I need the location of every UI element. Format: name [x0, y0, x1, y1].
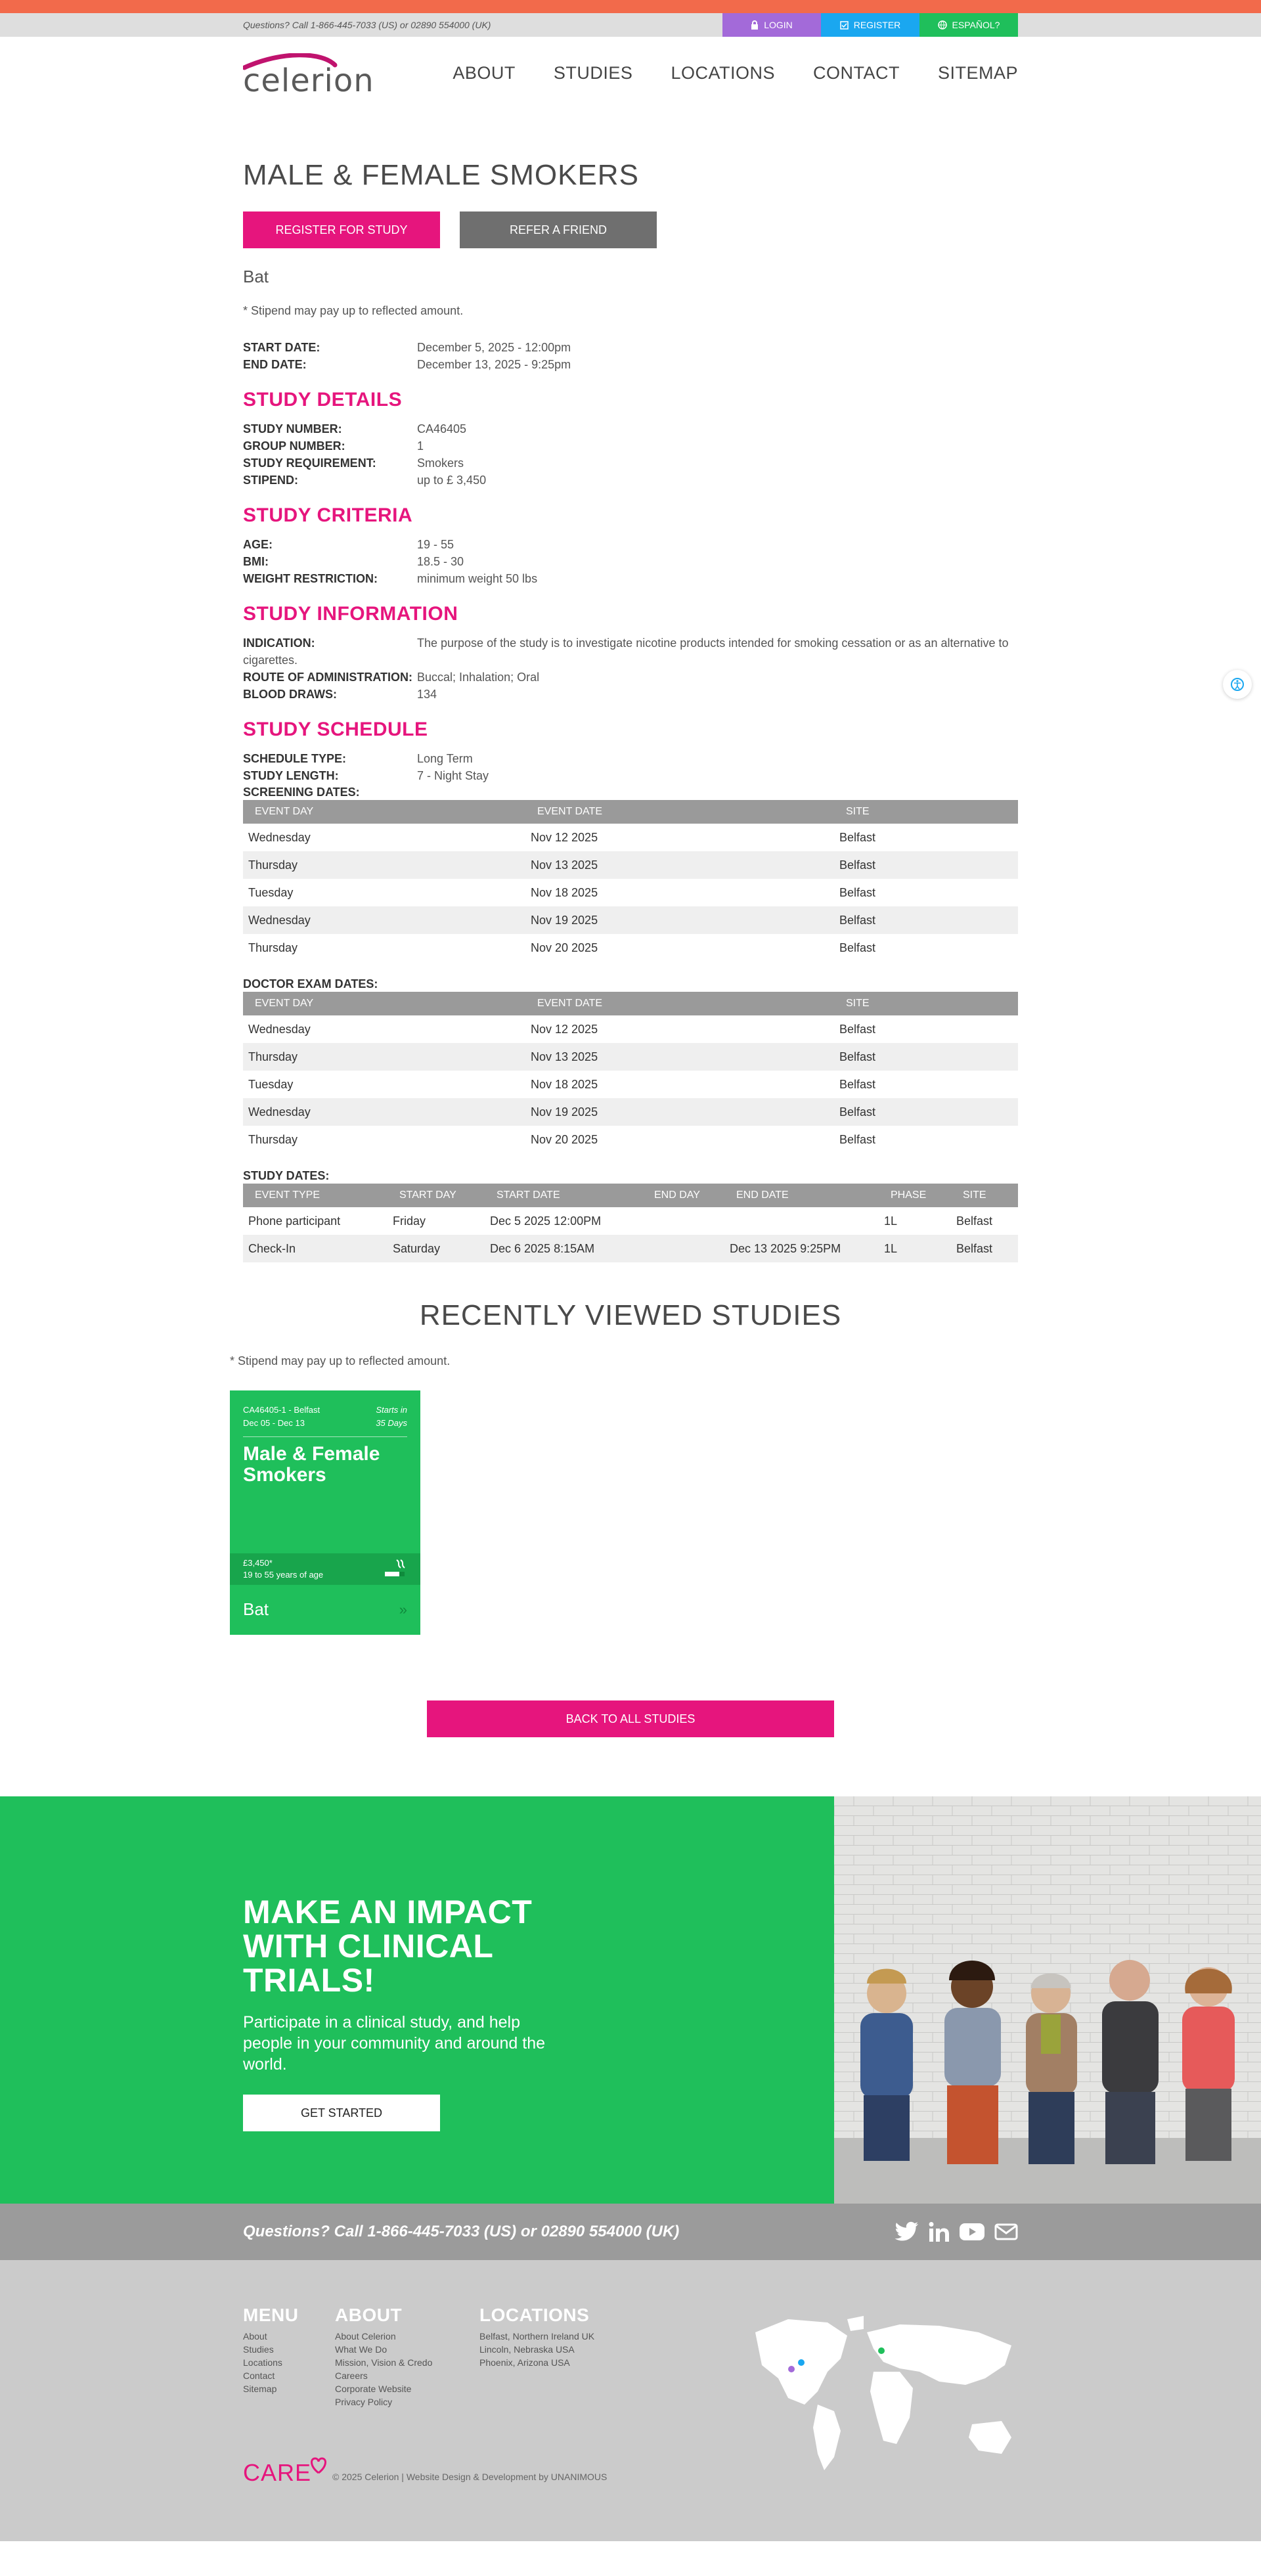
- study-criteria-list: [243, 536, 1018, 587]
- site-header: [0, 37, 1261, 109]
- study-card[interactable]: [230, 1390, 420, 1635]
- table-header: EVENT DATE: [525, 992, 834, 1015]
- copyright-text: © 2025 Celerion | Website Design & Development by UNANIMOUS: [332, 2472, 608, 2482]
- table-header: SITE: [834, 800, 1018, 824]
- footer-link[interactable]: Studies: [243, 2344, 274, 2355]
- card-study-code: CA46405-1 - Belfast: [243, 1405, 321, 1415]
- criteria-value: 19 - 55: [417, 538, 454, 551]
- twitter-icon[interactable]: [895, 2221, 919, 2242]
- screening-dates-table: [243, 800, 1018, 962]
- detail-label: STUDY REQUIREMENT:: [243, 456, 376, 470]
- table-row: Wednesday Nov 19 2025 Belfast: [243, 906, 1018, 934]
- card-starts-in-label: Starts in: [376, 1405, 407, 1415]
- login-button[interactable]: LOGIN: [722, 13, 821, 37]
- double-chevron-right-icon: »: [399, 1601, 407, 1618]
- espanol-button[interactable]: ESPAÑOL?: [919, 13, 1018, 37]
- footer-link[interactable]: About Celerion: [335, 2331, 396, 2342]
- register-button[interactable]: REGISTER: [821, 13, 919, 37]
- questions-text: Questions? Call 1-866-445-7033 (US) or 02890 554000 (UK): [243, 2223, 680, 2240]
- people-photo: [834, 1796, 1261, 2204]
- indication: [243, 634, 1018, 669]
- celerion-logo[interactable]: celerion: [243, 53, 395, 93]
- page-title: MALE & FEMALE SMOKERS: [243, 159, 639, 191]
- table-header: EVENT DAY: [243, 800, 525, 824]
- info-value: 134: [417, 688, 437, 701]
- world-map: [742, 2306, 1031, 2483]
- stipend-note: * Stipend may pay up to reflected amount.: [243, 304, 464, 317]
- criteria-label: AGE:: [243, 538, 273, 551]
- banner-text: Participate in a clinical study, and help people in your community and around the world.: [243, 2013, 546, 2074]
- lock-icon: [751, 20, 759, 30]
- table-row: Thursday Nov 20 2025 Belfast: [248, 941, 876, 954]
- card-dates: Dec 05 - Dec 13: [243, 1418, 305, 1428]
- recently-viewed-section: [230, 1299, 1018, 1635]
- table-header: SITE: [951, 1184, 1018, 1207]
- nav-contact[interactable]: CONTACT: [812, 62, 900, 83]
- table-row: Wednesday Nov 12 2025 Belfast: [248, 830, 876, 844]
- schedule-label: STUDY LENGTH:: [243, 769, 339, 782]
- globe-icon: [938, 20, 947, 30]
- study-schedule-heading: STUDY SCHEDULE: [243, 719, 428, 740]
- footer-link[interactable]: Corporate Website: [335, 2384, 412, 2394]
- top-accent-strip: [0, 0, 1261, 13]
- criteria-label: BMI:: [243, 555, 269, 568]
- study-details-heading: STUDY DETAILS: [243, 389, 403, 411]
- nav-studies[interactable]: STUDIES: [553, 62, 633, 83]
- start-date-label: START DATE:: [243, 341, 321, 354]
- card-stipend-strip: [230, 1553, 420, 1585]
- table-header: START DAY: [387, 1184, 485, 1207]
- checkbox-icon: [840, 21, 849, 30]
- table-header: EVENT DAY: [243, 992, 525, 1015]
- card-stipend: £3,450*: [243, 1558, 273, 1568]
- info-value: Buccal; Inhalation; Oral: [417, 671, 540, 684]
- nav-locations[interactable]: LOCATIONS: [671, 62, 775, 83]
- study-location: Bat: [243, 267, 269, 286]
- recently-viewed-title: RECENTLY VIEWED STUDIES: [419, 1299, 842, 1331]
- care-logo: CARE: [243, 2459, 312, 2486]
- top-phone-text: Questions? Call 1-866-445-7033 (US) or 02890 554000 (UK): [243, 20, 491, 30]
- footer-link[interactable]: Belfast, Northern Ireland UK: [479, 2331, 595, 2342]
- criteria-value: 18.5 - 30: [417, 555, 464, 568]
- back-to-all-studies-button[interactable]: BACK TO ALL STUDIES: [427, 1700, 834, 1737]
- questions-bar: [0, 2204, 1261, 2260]
- footer-link[interactable]: Mission, Vision & Credo: [335, 2357, 433, 2368]
- table-row: Thursday Nov 13 2025 Belfast: [243, 851, 1018, 879]
- detail-label: GROUP NUMBER:: [243, 439, 345, 453]
- indication-label: INDICATION:: [243, 636, 315, 650]
- card-location: Bat: [243, 1599, 269, 1619]
- footer-link[interactable]: Privacy Policy: [335, 2397, 393, 2407]
- footer-link[interactable]: Careers: [335, 2370, 368, 2381]
- youtube-icon[interactable]: [959, 2221, 985, 2242]
- table-row: Tuesday Nov 18 2025 Belfast: [248, 885, 876, 899]
- schedule-label: SCHEDULE TYPE:: [243, 752, 347, 765]
- recent-stipend-note: * Stipend may pay up to reflected amount.: [230, 1354, 451, 1367]
- card-title: Male & Female Smokers: [243, 1443, 380, 1486]
- study-details-list: [243, 420, 1018, 489]
- study-dates-summary: [243, 339, 1018, 373]
- doctor-exam-dates-table: [243, 992, 1018, 1153]
- study-schedule-list: [243, 750, 1018, 784]
- footer-link[interactable]: Lincoln, Nebraska USA: [479, 2344, 575, 2355]
- table-header: EVENT TYPE: [243, 1184, 387, 1207]
- site-footer: [0, 2260, 1261, 2541]
- detail-value: 1: [417, 439, 424, 453]
- schedule-value: Long Term: [417, 752, 473, 765]
- schedule-value: 7 - Night Stay: [417, 769, 489, 782]
- nav-sitemap[interactable]: SITEMAP: [937, 62, 1018, 83]
- nav-about[interactable]: ABOUT: [453, 62, 516, 83]
- table-header: PHASE: [879, 1184, 951, 1207]
- card-age: 19 to 55 years of age: [243, 1570, 324, 1580]
- footer-locations-heading: LOCATIONS: [479, 2305, 590, 2325]
- start-date-value: December 5, 2025 - 12:00pm: [417, 341, 571, 354]
- study-dates-table: [243, 1184, 1018, 1262]
- refer-a-friend-button[interactable]: REFER A FRIEND: [460, 211, 657, 248]
- footer-link[interactable]: About: [243, 2331, 267, 2342]
- footer-about: [335, 2305, 479, 2409]
- heart-logo-icon: [309, 2454, 328, 2476]
- end-date-value: December 13, 2025 - 9:25pm: [417, 358, 571, 371]
- cigarette-icon: [382, 1559, 409, 1581]
- table-row: Wednesday Nov 12 2025 Belfast: [248, 1022, 876, 1036]
- detail-value: CA46405: [417, 422, 467, 435]
- detail-value: Smokers: [417, 456, 464, 470]
- footer-link[interactable]: Locations: [243, 2357, 282, 2368]
- footer-link[interactable]: Sitemap: [243, 2384, 277, 2394]
- footer-menu: [243, 2305, 335, 2409]
- footer-menu-heading: MENU: [243, 2305, 299, 2325]
- info-label: ROUTE OF ADMINISTRATION:: [243, 671, 412, 684]
- table-row: Thursday Nov 20 2025 Belfast: [248, 1132, 876, 1146]
- register-for-study-button[interactable]: REGISTER FOR STUDY: [243, 211, 440, 248]
- detail-label: STIPEND:: [243, 474, 299, 487]
- footer-about-heading: ABOUT: [335, 2305, 403, 2325]
- criteria-value: minimum weight 50 lbs: [417, 572, 538, 585]
- table-row: Tuesday Nov 18 2025 Belfast: [248, 1077, 876, 1091]
- footer-locations: [479, 2305, 650, 2409]
- study-dates-label: STUDY DATES:: [243, 1169, 330, 1182]
- footer-link[interactable]: What We Do: [335, 2344, 387, 2355]
- table-row: Check-In Saturday Dec 6 2025 8:15AM Dec 13 2025 9:25PM 1L Belfast: [243, 1235, 1018, 1262]
- banner-heading: MAKE AN IMPACT WITH CLINICAL TRIALS!: [243, 1894, 533, 1999]
- accessibility-widget-icon[interactable]: [1223, 670, 1252, 699]
- footer-link[interactable]: Phoenix, Arizona USA: [479, 2357, 570, 2368]
- info-label: BLOOD DRAWS:: [243, 688, 337, 701]
- card-starts-days: 35 Days: [376, 1418, 407, 1428]
- top-bar: [0, 13, 1261, 37]
- footer-link[interactable]: Contact: [243, 2370, 275, 2381]
- detail-value: up to £ 3,450: [417, 474, 487, 487]
- screening-dates-label: SCREENING DATES:: [243, 786, 360, 799]
- cta-banner: [0, 1796, 1261, 2204]
- study-information-heading: STUDY INFORMATION: [243, 603, 458, 625]
- table-row: Wednesday Nov 19 2025 Belfast: [243, 1098, 1018, 1126]
- study-criteria-heading: STUDY CRITERIA: [243, 504, 413, 526]
- criteria-label: WEIGHT RESTRICTION:: [243, 572, 378, 585]
- table-header: END DATE: [724, 1184, 879, 1207]
- end-date-label: END DATE:: [243, 358, 307, 371]
- study-information-list: [243, 669, 1018, 703]
- main-nav: [453, 63, 1018, 83]
- table-header: START DATE: [485, 1184, 642, 1207]
- mail-icon[interactable]: [994, 2221, 1018, 2242]
- get-started-button[interactable]: GET STARTED: [243, 2095, 440, 2131]
- linkedin-icon[interactable]: [929, 2221, 950, 2242]
- table-header: EVENT DATE: [525, 800, 834, 824]
- detail-label: STUDY NUMBER:: [243, 422, 342, 435]
- table-row: Thursday Nov 13 2025 Belfast: [243, 1043, 1018, 1071]
- doctor-exam-dates-label: DOCTOR EXAM DATES:: [243, 977, 378, 990]
- table-header: END DAY: [642, 1184, 724, 1207]
- indication-text: The purpose of the study is to investigate nicotine products intended for smoking cessation or as an alternative to cigarettes.: [243, 636, 1009, 667]
- table-header: SITE: [834, 992, 1018, 1015]
- table-row: Phone participant Friday Dec 5 2025 12:00PM 1L Belfast: [248, 1214, 993, 1228]
